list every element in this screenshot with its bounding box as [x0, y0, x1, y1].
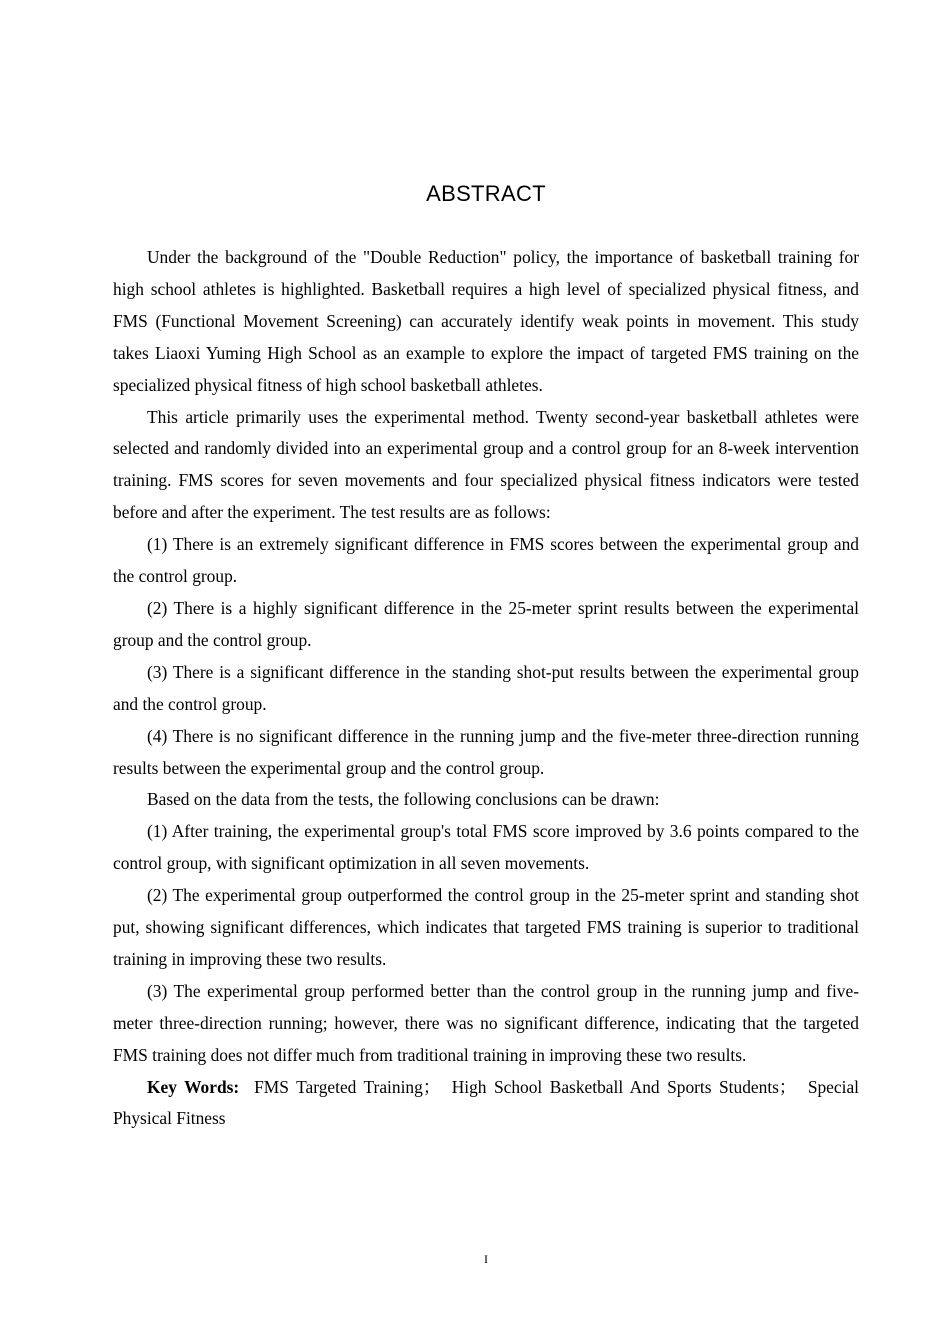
conclusion-item-3: (3) The experimental group performed better than the control group in the running jump and five-meter three-direction running; however, there was no significant difference, indicating that the targeted FMS training does not differ much from traditional training in improving these two results.	[113, 980, 859, 1065]
conclusion-item-2: (2) The experimental group outperformed the control group in the 25-meter sprint and standing shot put, showing significant differences, which indicates that targeted FMS training is superior to traditional training in improving these two results.	[113, 885, 859, 969]
keyword-3: Special Physical Fitness	[113, 1076, 859, 1129]
page-number: I	[484, 1252, 488, 1266]
result-item-4: (4) There is no significant difference in the running jump and the five-meter three-direction running results between the experimental group and the control group.	[113, 725, 859, 778]
keyword-separator: ；	[422, 1076, 441, 1097]
abstract-title: ABSTRACT	[426, 181, 546, 206]
result-item-2: (2) There is a highly significant difference in the 25-meter sprint results between the experimental group and the control group.	[113, 597, 859, 650]
conclusion-intro: Based on the data from the tests, the following conclusions can be drawn:	[147, 789, 660, 810]
paragraph-method: This article primarily uses the experimental method. Twenty second-year basketball athletes were selected and randomly divided into an experimental group and a control group for an 8-week intervention training. FMS scores for seven movements and four specialized physical fitness indicators were tested before and after the experiment. The test results are as follows:	[113, 406, 859, 523]
abstract-body	[113, 242, 859, 1135]
keywords-label: Key Words:	[147, 1076, 240, 1097]
keyword-separator: ；	[778, 1076, 797, 1097]
conclusion-item-1: (1) After training, the experimental group's total FMS score improved by 3.6 points compared to the control group, with significant optimization in all seven movements.	[113, 821, 859, 874]
paragraph-background: Under the background of the "Double Reduction" policy, the importance of basketball training for high school athletes is highlighted. Basketball requires a high level of specialized physical fitness, and FMS (Functional Movement Screening) can accurately identify weak points in movement. This study takes Liaoxi Yuming High School as an example to explore the impact of targeted FMS training on the specialized physical fitness of high school basketball athletes.	[113, 247, 859, 395]
keyword-1: FMS Targeted Training	[254, 1076, 423, 1097]
keyword-2: High School Basketball And Sports Students	[451, 1076, 779, 1097]
result-item-3: (3) There is a significant difference in the standing shot-put results between the experimental group and the control group.	[113, 661, 859, 714]
result-item-1: (1) There is an extremely significant difference in FMS scores between the experimental group and the control group.	[113, 534, 859, 587]
keywords-line	[113, 1072, 859, 1136]
